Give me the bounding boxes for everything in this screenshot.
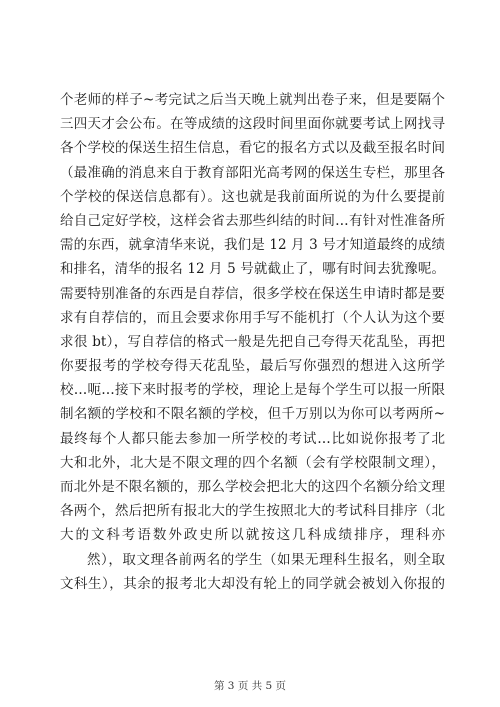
text-line: （最准确的消息来自于教育部阳光高考网的保送生专栏，那里各 <box>60 164 445 181</box>
text-line: 个老师的样子~考完试之后当天晚上就判出卷子来，但是要隔个 <box>60 92 445 108</box>
text-line: 文科生），其余的报考北大却没有轮上的同学就会被划入你报的 <box>60 575 445 592</box>
text-line: 大和北外，北大是不限文理的四个名额（会有学校限制文理）， <box>60 454 445 471</box>
page-footer: 第 3 页 共 5 页 <box>213 680 287 692</box>
text-line: 给自己定好学校，这样会省去那些纠结的时间…有针对性准备所 <box>60 212 445 229</box>
text-line: 需要特别准备的东西是自荐信，很多学校在保送生申请时都是要 <box>60 285 445 302</box>
body-text <box>60 88 445 596</box>
text-line: 个学校的保送信息都有）。这也就是我前面所说的为什么要提前 <box>60 188 445 205</box>
text-line: 各个学校的保送生招生信息，看它的报名方式以及截至报名时间 <box>60 140 445 157</box>
text-line: 和排名，清华的报名 12 月 5 号就截止了，哪有时间去犹豫呢。 <box>60 261 445 278</box>
text-line: 校…呃…接下来时报考的学校，理论上是每个学生可以报一所限 <box>60 382 445 399</box>
text-line: 求有自荐信的，而且会要求你用手写不能机打（个人认为这个要 <box>60 309 445 326</box>
text-line: 制名额的学校和不限名额的学校，但千万别以为你可以考两所~ <box>60 406 445 423</box>
text-line: 求很 bt），写自荐信的格式一般是先把自己夸得天花乱坠，再把 <box>60 333 445 350</box>
text-line: 大的文科考语数外政史所以就按这几科成绩排序，理科亦 <box>60 527 445 544</box>
text-line: 而北外是不限名额的，那么学校会把北大的这四个名额分给文理 <box>60 479 445 495</box>
text-line: 各两个，然后把所有报北大的学生按照北大的考试科目排序（北 <box>60 503 445 520</box>
text-line: 最终每个人都只能去参加一所学校的考试…比如说你报考了北 <box>60 430 445 447</box>
text-line: 你要报考的学校夸得天花乱坠，最后写你强烈的想进入这所学 <box>60 358 445 375</box>
text-line: 三四天才会公布。在等成绩的这段时间里面你就要考试上网找寻 <box>60 116 445 133</box>
text-line: 然），取文理各前两名的学生（如果无理科生报名，则全取 <box>87 551 445 568</box>
text-line: 需的东西，就拿清华来说，我们是 12 月 3 号才知道最终的成绩 <box>60 237 445 254</box>
